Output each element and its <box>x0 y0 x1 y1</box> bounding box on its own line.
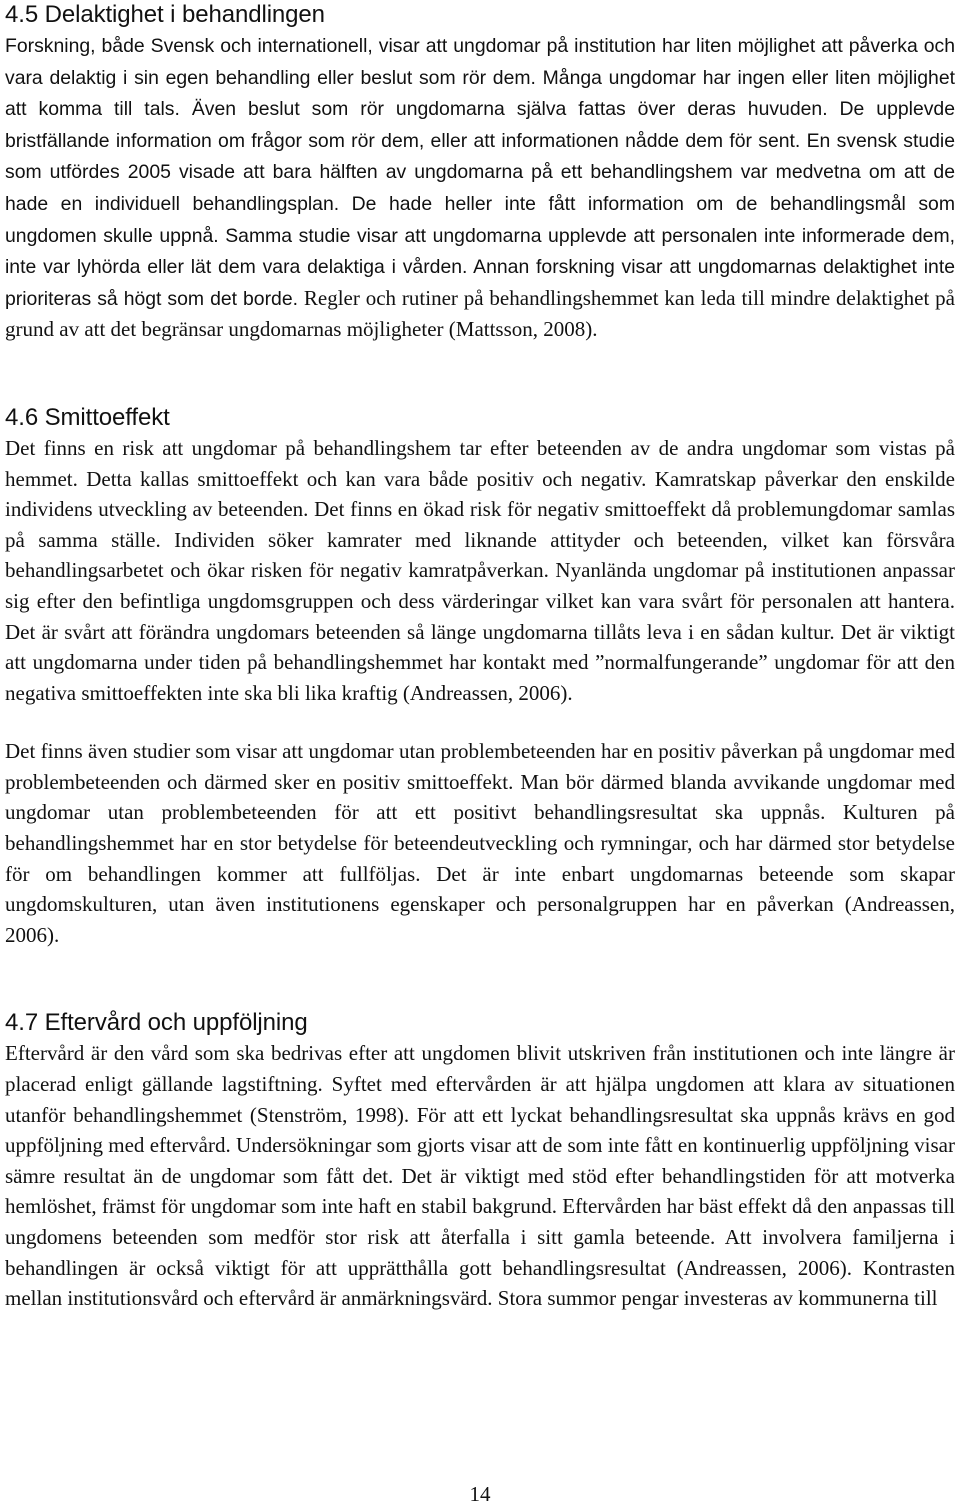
section-heading-4-7: 4.7 Eftervård och uppföljning <box>5 1009 308 1037</box>
paragraph-run: Regler och rutiner på behandlingshemmet kan leda till mindre delaktighet på grund av att det begränsar ungdomarnas möjligheter (Mattsson, 2008). <box>5 285 955 342</box>
paragraph-spacer <box>5 708 955 736</box>
paragraph <box>5 736 955 950</box>
paragraph-run: Det finns en risk att ungdomar på behandlingshem tar efter beteenden av de andra ungdomar som vistas på hemmet. Detta kallas smittoeffekt och kan vara både positiv och negativ. Kamratskap påverkar den enskilde individens utveckling av beteenden. Det finns en ökad risk för negativ smittoeffekt då problemungdomar samlas på samma ställe. Individen söker kamrater med liknande attityder och beteenden, vilket kan försvåra behandlingsarbetet och ökar risken för negativ kamratpåverkan. Nyanlända ungdomar på institutionen anpassar sig efter den befintliga ungdomsgruppen och dess värderingar vilket kan vara svårt för personalen att hantera. Det är svårt att förändra ungdomars beteenden så länge ungdomarna tillåts leva i en sådan kultur. Det är viktigt att ungdomarna under tiden på behandlingshemmet har kontakt med ”normalfungerande” ungdomar för att den negativa smittoeffekten inte ska bli lika kraftig (Andreassen, 2006). <box>5 435 955 705</box>
section-heading-4-5: 4.5 Delaktighet i behandlingen <box>5 1 325 28</box>
document-page <box>5 0 955 1314</box>
paragraph <box>5 1038 955 1313</box>
paragraph <box>5 30 955 345</box>
page-number: 14 <box>469 1482 491 1506</box>
paragraph <box>5 433 955 708</box>
paragraph-run: Eftervård är den vård som ska bedrivas efter att ungdomen blivit utskriven från institutionen och inte längre är placerad enligt gällande lagstiftning. Syftet med eftervården är att hjälpa ungdomen att klara av situationen utanför behandlingshemmet (Stenström, 1998). För att ett lyckat behandlingsresultat ska uppnås krävs en god uppföljning med eftervård. Undersökningar som gjorts visar att de som inte fått en kontinuerlig uppföljning visar sämre resultat än de ungdomar som fått det. Det är viktigt med stöd efter behandlingstiden för att motverka hemlöshet, främst för ungdomar som inte haft en stabil bakgrund. Eftervården har bäst effekt då den anpassas till ungdomens beteenden som medför stor risk att återfalla i sitt gamla beteende. Att involvera familjerna i behandlingen är också viktigt för att upprätthålla gott behandlingsresultat (Andreassen, 2006). Kontrasten mellan institutionsvård och eftervård är anmärkningsvärd. Stora summor pengar investeras av kommunerna till <box>5 1041 955 1311</box>
paragraph-run: Forskning, både Svensk och internationell, visar att ungdomar på institution har liten möjlighet att påverka och vara delaktig i sin egen behandling eller beslut som rör dem. Många ungdomar har ingen eller liten möjlighet att komma till tals. Även beslut som rör ungdomarna själva fattas över deras huvuden. De upplevde bristfällande information om frågor som rör dem, eller att informationen nådde dem för sent. En svensk studie som utfördes 2005 visade att bara hälften av ungdomarna på ett behandlingshem var medvetna om att de hade en individuell behandlingsplan. De hade heller inte fått information om de behandlingsmål som ungdomen skulle uppnå. Samma studie visar att ungdomarna upplevde att personalen inte informerade dem, inte var lyhörda eller lät dem vara delaktiga i vården. Annan forskning visar att ungdomarnas delaktighet inte prioriteras så högt som det borde. <box>5 35 955 310</box>
section-spacer <box>5 950 955 1008</box>
paragraph-run: Det finns även studier som visar att ungdomar utan problembeteenden har en positiv påverkan på ungdomar med problembeteenden och därmed sker en positiv smittoeffekt. Man bör därmed blanda avvikande ungdomar med ungdomar utan problembeteenden för att ett positivt behandlingsresultat ska uppnås. Kulturen på behandlingshemmet har en stor betydelse för beteendeutveckling och rymningar, och har därmed stor betydelse för om behandlingen kommer att fullföljas. Det är inte enbart ungdomarnas beteende som skapar ungdomskulturen, utan även institutionens egenskaper och personalgruppen har en påverkan (Andreassen, 2006). <box>5 739 955 947</box>
section-spacer <box>5 345 955 403</box>
section-heading-4-6: 4.6 Smittoeffekt <box>5 403 170 431</box>
